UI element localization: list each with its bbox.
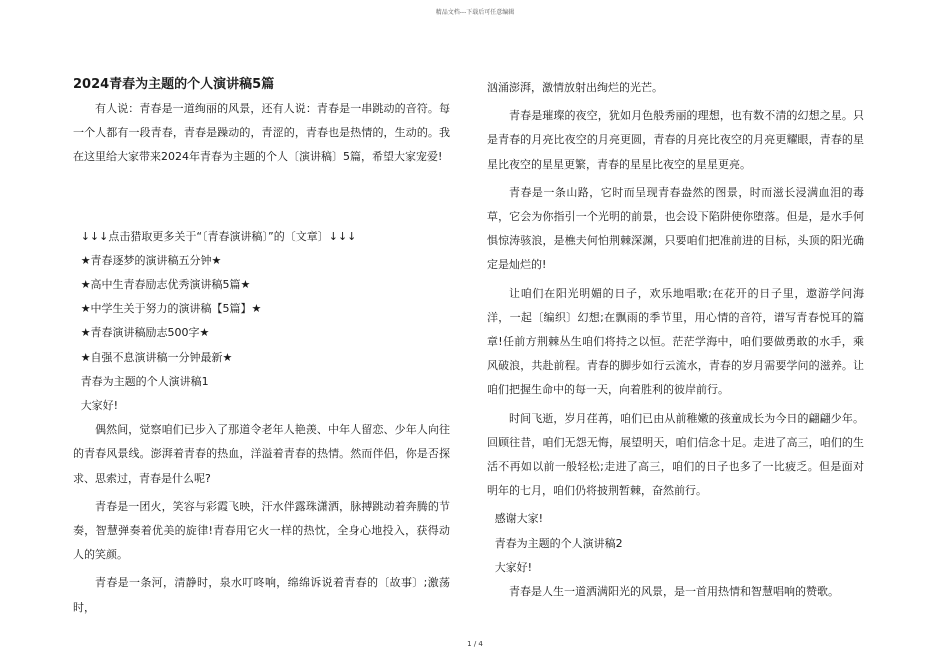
body-paragraph: 偶然间，觉察咱们已步入了那道令老年人艳羡、中年人留恋、少年人向往的青春风景线。澎湃着青春的热血，洋溢着青春的热情。然而伴侣，你是否探求、思索过，青春是什么呢? (73, 423, 450, 485)
related-link[interactable]: ★高中生青春励志优秀演讲稿5篇★ (80, 278, 251, 292)
body-paragraph: 让咱们在阳光明媚的日子，欢乐地唱歌;在花开的日子里，遨游学问海洋，一起〔编织〕幻想;在飘雨的季节里，用心情的音符，谱写青春悦耳的篇章!任前方荆棘丛生咱们将持之以恒。茫茫学海中，咱们要做勇敢的水手，乘风破浪，共赴前程。青春的脚步如行云流水，青春的岁月需要学问的滋养。让咱们把握生命中的每一天，向着胜利的彼岸前行。 (487, 286, 864, 397)
greeting: 大家好! (80, 399, 119, 413)
body-paragraph: 青春是璀璨的夜空，犹如月色般秀丽的理想，也有数不清的幻想之星。只是青春的月亮比夜空的月亮更圆，青春的月亮比夜空的月亮更耀眼，青春的星星比夜空的星星更繁，青春的星星比夜空的星星更亮。 (487, 109, 864, 171)
more-articles-link[interactable]: ↓↓↓点击猎取更多关于“〔青春演讲稿〕”的〔文章〕↓↓↓ (80, 229, 357, 243)
right-column (487, 76, 864, 608)
related-link[interactable]: ★青春演讲稿励志500字★ (80, 326, 210, 340)
greeting: 大家好! (494, 560, 533, 574)
body-paragraph: 时间飞逝，岁月荏苒，咱们已由从前稚嫩的孩童成长为今日的翩翩少年。回顾往昔，咱们无怨无悔，展望明天，咱们信念十足。走进了高三，咱们的生活不再如以前一般轻松;走进了高三，咱们的日子也多了一比疲乏。但是面对明年的七月，咱们仍将披荆暂棘，奋然前行。 (487, 411, 864, 498)
body-paragraph: 青春是人生一道洒满阳光的风景，是一首用热情和智慧唱响的赞歌。 (509, 585, 839, 599)
body-paragraph: 青春是一团火，笑容与彩霞飞映，汗水伴露珠潇洒，脉搏跳动着奔腾的节奏，智慧弹奏着优美的旋律!青春用它火一样的热忱，全身心地投入，获得动人的笑颜。 (73, 499, 450, 562)
spacer (73, 174, 450, 225)
intro-paragraph: 有人说：青春是一道绚丽的风景，还有人说：青春是一串跳动的音符。每一个人都有一段青春，青春是躁动的，青涩的，青春也是热情的，生动的。我在这里给大家带来2024年青春为主题的个人〔演讲稿〕5篇，希望大家宠爱! (73, 102, 450, 164)
closing-line: 感谢大家! (494, 512, 544, 526)
related-link[interactable]: ★中学生关于努力的演讲稿【5篇】★ (80, 302, 262, 316)
body-paragraph: 青春是一条山路，它时而呈现青春盎然的图景，时而滋长浸满血泪的毒草，它会为你指引一个光明的前景，也会设下陷阱使你堕落。但是，是水手何惧惊涛骇浪，是樵夫何怕荆棘深渊，只要咱们把准前进的目标，头顶的阳光确定是灿烂的! (487, 185, 864, 272)
continued-paragraph: 汹涌澎湃，激情放射出绚烂的光芒。 (487, 81, 663, 94)
page-number: 1 / 4 (467, 640, 483, 648)
page-title: 2024青春为主题的个人演讲稿5篇 (73, 77, 275, 92)
related-link[interactable]: ★青春逐梦的演讲稿五分钟★ (80, 253, 222, 267)
speech-heading: 青春为主题的个人演讲稿2 (494, 536, 623, 550)
header-note: 精品文档---下载后可任意编辑 (435, 9, 515, 16)
body-paragraph: 青春是一条河，清静时，泉水叮咚响，绵绵诉说着青春的〔故事〕;激荡时， (73, 576, 450, 614)
left-column (73, 76, 450, 624)
speech-heading: 青春为主题的个人演讲稿1 (80, 374, 209, 388)
related-link[interactable]: ★自强不息演讲稿一分钟最新★ (80, 350, 233, 364)
